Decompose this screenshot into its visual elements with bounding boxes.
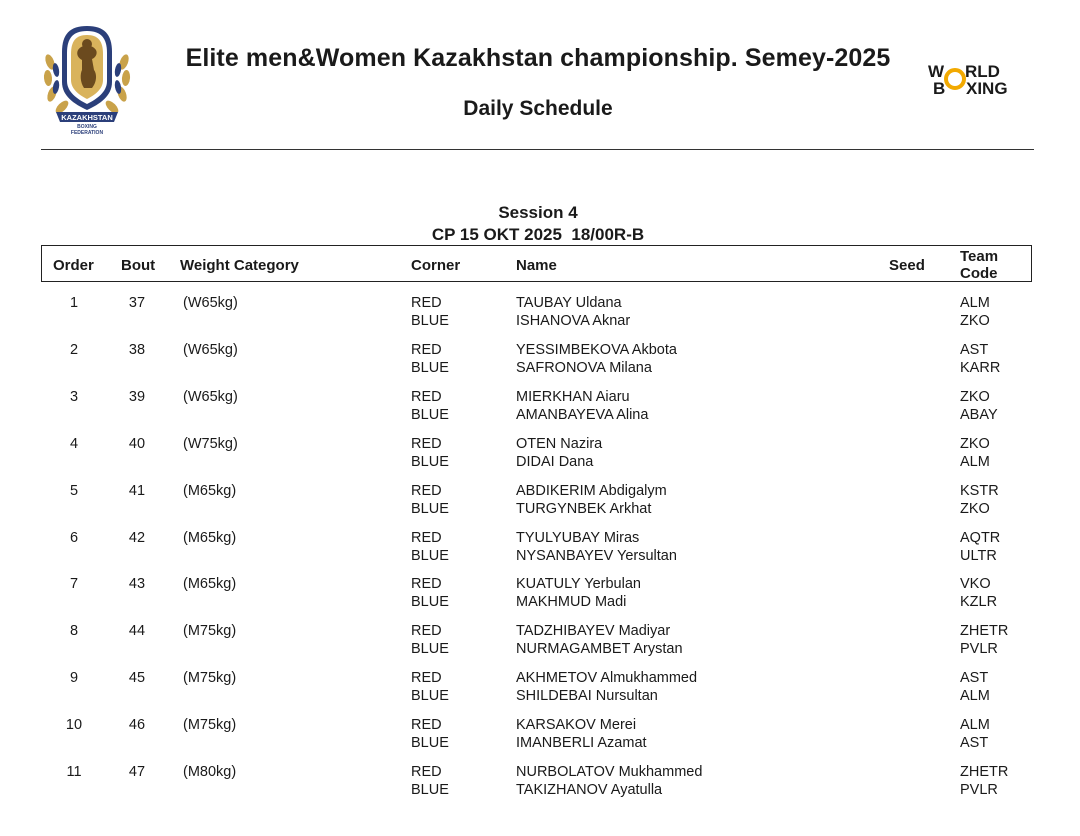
blue-boxer-name: NYSANBAYEV Yersultan [516, 547, 677, 564]
wb-w-text: W [928, 62, 945, 81]
order-cell: 8 [69, 623, 79, 640]
table-row [0, 388, 1080, 428]
blue-team-code: ZKO [960, 500, 990, 517]
blue-team-code: AST [960, 735, 989, 752]
red-boxer-name: TADZHIBAYEV Madiyar [516, 623, 671, 640]
blue-boxer-name: AMANBAYEVA Alina [516, 406, 649, 423]
table-row [0, 529, 1080, 569]
red-corner-cell: RED [411, 435, 442, 452]
table-row [0, 341, 1080, 381]
blue-boxer-name: SAFRONOVA Milana [516, 359, 652, 376]
col-team-code [960, 248, 1020, 282]
table-row [0, 763, 1080, 803]
bout-cell: 47 [128, 764, 146, 780]
blue-boxer-name: TAKIZHANOV Ayatulla [516, 782, 663, 798]
red-team-code: ZHETR [960, 623, 1009, 640]
wb-b-text: B [933, 79, 946, 98]
weight-category-cell: (M75kg) [183, 670, 237, 687]
blue-team-code: PVLR [960, 641, 998, 658]
blue-team-code: KARR [960, 359, 1001, 376]
table-row [0, 575, 1080, 615]
blue-team-code: PVLR [960, 782, 998, 798]
blue-boxer-name: NURMAGAMBET Arystan [516, 641, 683, 658]
bout-cell: 41 [128, 482, 146, 499]
bout-cell: 37 [128, 295, 146, 311]
red-corner-cell: RED [411, 764, 442, 780]
table-header [41, 245, 1032, 282]
red-corner-cell: RED [411, 341, 442, 358]
col-order: Order [53, 257, 94, 274]
logo-boxing-text: BOXING [77, 124, 97, 130]
weight-category-cell: (M65kg) [183, 482, 237, 499]
red-team-code: VKO [960, 576, 991, 593]
blue-boxer-name: DIDAI Dana [516, 453, 594, 470]
blue-team-code: ABAY [960, 406, 998, 423]
blue-team-code: ALM [960, 688, 990, 705]
red-boxer-name: KARSAKOV Merei [516, 717, 637, 734]
order-cell: 7 [69, 576, 79, 593]
order-cell: 5 [69, 482, 79, 499]
weight-category-cell: (M65kg) [183, 529, 237, 546]
table-row [0, 482, 1080, 522]
order-cell: 6 [69, 529, 79, 546]
blue-corner-cell: BLUE [411, 782, 449, 798]
header-divider [41, 149, 1034, 150]
table-row [0, 669, 1080, 709]
bout-cell: 39 [128, 388, 146, 405]
red-team-code: AST [960, 341, 989, 358]
blue-team-code: ALM [960, 453, 990, 470]
blue-team-code: KZLR [960, 594, 998, 611]
order-cell: 2 [69, 341, 79, 358]
red-boxer-name: YESSIMBEKOVA Akbota [516, 341, 677, 358]
wb-ring-icon [946, 70, 964, 88]
red-corner-cell: RED [411, 717, 442, 734]
weight-category-cell: (M75kg) [183, 623, 237, 640]
blue-corner-cell: BLUE [411, 359, 449, 376]
red-boxer-name: KUATULY Yerbulan [516, 576, 641, 593]
blue-corner-cell: BLUE [411, 547, 449, 564]
col-code-label: Code [960, 265, 998, 282]
red-boxer-name: NURBOLATOV Mukhammed [516, 764, 703, 780]
blue-boxer-name: IMANBERLI Azamat [516, 735, 647, 752]
table-row [0, 294, 1080, 334]
col-bout: Bout [121, 257, 156, 274]
bout-cell: 42 [128, 529, 146, 546]
world-boxing-logo [928, 60, 1032, 100]
table-row [0, 622, 1080, 662]
red-corner-cell: RED [411, 670, 442, 687]
wb-xing-text: XING [966, 79, 1008, 98]
wb-rld-text: RLD [965, 62, 1000, 81]
red-corner-cell: RED [411, 623, 442, 640]
weight-category-cell: (W65kg) [183, 341, 238, 358]
order-cell: 10 [65, 717, 83, 734]
weight-category-cell: (W75kg) [183, 435, 238, 452]
table-row [0, 716, 1080, 756]
blue-boxer-name: ISHANOVA Aknar [516, 313, 631, 329]
red-corner-cell: RED [411, 295, 442, 311]
red-boxer-name: ABDIKERIM Abdigalym [516, 482, 667, 499]
red-team-code: ZKO [960, 388, 990, 405]
bout-cell: 43 [128, 576, 146, 593]
bout-cell: 46 [128, 717, 146, 734]
red-corner-cell: RED [411, 482, 442, 499]
blue-boxer-name: MAKHMUD Madi [516, 594, 627, 611]
red-team-code: AQTR [960, 529, 1001, 546]
order-cell: 4 [69, 435, 79, 452]
bout-cell: 40 [128, 435, 146, 452]
blue-team-code: ZKO [960, 313, 990, 329]
red-team-code: ALM [960, 717, 990, 734]
blue-corner-cell: BLUE [411, 735, 449, 752]
blue-corner-cell: BLUE [411, 406, 449, 423]
red-team-code: ZHETR [960, 764, 1009, 780]
weight-category-cell: (M65kg) [183, 576, 237, 593]
session-info: CP 15 OKT 2025 18/00R-B [431, 225, 645, 244]
weight-category-cell: (M80kg) [183, 764, 237, 780]
table-row [0, 435, 1080, 475]
red-corner-cell: RED [411, 529, 442, 546]
red-team-code: AST [960, 670, 989, 687]
red-boxer-name: TYULYUBAY Miras [516, 529, 640, 546]
red-boxer-name: OTEN Nazira [516, 435, 603, 452]
blue-corner-cell: BLUE [411, 313, 449, 329]
page-subtitle: Daily Schedule [463, 97, 613, 120]
logo-federation-text: FEDERATION [70, 130, 104, 136]
blue-corner-cell: BLUE [411, 688, 449, 705]
logo-ribbon-text: KAZAKHSTAN [61, 113, 113, 122]
col-seed: Seed [889, 257, 925, 274]
bout-cell: 45 [128, 670, 146, 687]
red-team-code: ZKO [960, 435, 990, 452]
weight-category-cell: (M75kg) [183, 717, 237, 734]
order-cell: 1 [69, 295, 79, 311]
blue-corner-cell: BLUE [411, 594, 449, 611]
col-team-label: Team [960, 248, 999, 265]
weight-category-cell: (W65kg) [183, 295, 238, 311]
blue-boxer-name: TURGYNBEK Arkhat [516, 500, 652, 517]
red-corner-cell: RED [411, 576, 442, 593]
order-cell: 11 [66, 764, 82, 780]
blue-corner-cell: BLUE [411, 500, 449, 517]
bout-cell: 38 [128, 341, 146, 358]
red-boxer-name: MIERKHAN Aiaru [516, 388, 630, 405]
blue-team-code: ULTR [960, 547, 997, 564]
weight-category-cell: (W65kg) [183, 388, 238, 405]
red-corner-cell: RED [411, 388, 442, 405]
blue-corner-cell: BLUE [411, 641, 449, 658]
blue-corner-cell: BLUE [411, 453, 449, 470]
blue-boxer-name: SHILDEBAI Nursultan [516, 688, 658, 705]
red-team-code: ALM [960, 295, 990, 311]
col-corner: Corner [411, 257, 461, 274]
page-title: Elite men&Women Kazakhstan championship. Semey-2025 [185, 44, 891, 72]
red-boxer-name: AKHMETOV Almukhammed [516, 670, 698, 687]
bout-cell: 44 [128, 623, 146, 640]
session-title: Session 4 [498, 203, 578, 222]
red-team-code: KSTR [960, 482, 999, 499]
red-boxer-name: TAUBAY Uldana [516, 295, 622, 311]
col-name: Name [516, 257, 557, 274]
order-cell: 9 [69, 670, 79, 687]
order-cell: 3 [69, 388, 79, 405]
col-weight-category: Weight Category [180, 257, 299, 274]
